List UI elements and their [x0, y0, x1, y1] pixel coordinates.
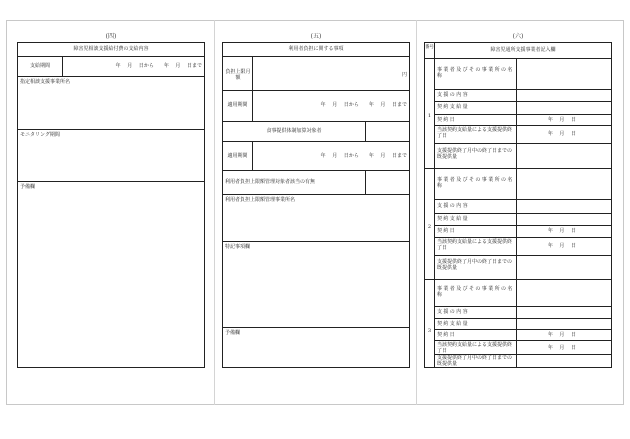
panel4-period-label: 支給期間	[29, 63, 50, 69]
entry2-number: 2	[427, 224, 432, 230]
panel5-apply-value[interactable]: 年 月 日から 年 月 日まで	[320, 102, 407, 108]
panel6-label: (六)	[512, 33, 524, 40]
entry1-contract-date-label: 契約日	[437, 117, 457, 123]
panel5-apply2-value[interactable]: 年 月 日から 年 月 日まで	[320, 153, 407, 159]
fold-line-right	[416, 20, 417, 405]
panel5-notes-label: 特記事項欄	[225, 244, 251, 250]
panel5-table	[222, 42, 410, 368]
panel5-meal-label: 食事提供体制加算対象者	[266, 128, 322, 134]
entry2-used-label: 支援提供終了月中の終了日までの既提供量	[437, 259, 513, 271]
entry2-end-value[interactable]: 年 月 日	[547, 243, 576, 249]
panel5-apply2-label: 適用期間	[227, 153, 248, 159]
panel4-table	[17, 42, 205, 368]
entry2-content-label: 支援の内容	[437, 203, 470, 209]
panel5-cap-label: 負担上限月額	[225, 69, 251, 81]
entry3-contract-date-value[interactable]: 年 月 日	[547, 332, 576, 338]
entry1-contract-date-value[interactable]: 年 月 日	[547, 117, 576, 123]
panel5-reserve-label: 予備欄	[225, 330, 241, 336]
panel5-cap-unit[interactable]: 円	[401, 72, 407, 78]
entry2-business-label: 事業者及びその事業所の名称	[437, 177, 514, 189]
panel4-title: 障害児相談支援給付費の支給内容	[73, 46, 149, 52]
panel5-label: (五)	[310, 33, 322, 40]
entry1-end-label: 当該契約支給量による支援提供終了日	[437, 127, 513, 139]
entry1-business-label: 事業者及びその事業所の名称	[437, 67, 514, 79]
panel6-title: 障害児通所支援事業者記入欄	[490, 47, 556, 53]
entry2-contract-date-label: 契約日	[437, 228, 457, 234]
entry1-content-label: 支援の内容	[437, 92, 470, 98]
panel5-mgmt-label: 利用者負担上限額管理対象者該当の有無	[225, 179, 316, 185]
entry3-contract-date-label: 契約日	[437, 332, 457, 338]
entry2-contract-date-value[interactable]: 年 月 日	[547, 228, 576, 234]
panel4-period-value[interactable]: 年 月 日から 年 月 日まで	[115, 63, 202, 69]
panel4-label: (四)	[105, 33, 117, 40]
entry1-used-label: 支援提供終了月中の終了日までの既提供量	[437, 148, 513, 160]
panel5-apply-label: 適用期間	[227, 102, 248, 108]
fold-line-left	[214, 20, 215, 405]
entry1-number: 1	[427, 113, 432, 119]
entry1-end-value[interactable]: 年 月 日	[547, 131, 576, 137]
panel6-table	[424, 42, 612, 368]
panel5-mgmt-office-label: 利用者負担上限額管理事業所名	[225, 197, 296, 203]
entry3-amount-label: 契約支給量	[437, 321, 470, 327]
entry3-content-label: 支援の内容	[437, 309, 470, 315]
entry3-end-value[interactable]: 年 月 日	[547, 345, 576, 351]
entry3-number: 3	[427, 328, 432, 334]
panel6-no-header: 番号	[425, 45, 434, 50]
panel4-monitoring-label: モニタリング期間	[20, 132, 60, 138]
entry3-used-label: 支援提供終了月中の終了日までの既提供量	[437, 355, 513, 367]
entry1-amount-label: 契約支給量	[437, 104, 470, 110]
panel4-reserve-label: 予備欄	[20, 184, 36, 190]
entry3-business-label: 事業者及びその事業所の名称	[437, 286, 514, 298]
panel4-provider-label: 指定相談支援事業所名	[20, 79, 71, 85]
entry3-end-label: 当該契約支給量による支援提供終了日	[437, 342, 513, 354]
entry2-end-label: 当該契約支給量による支援提供終了日	[437, 239, 513, 251]
entry2-amount-label: 契約支給量	[437, 216, 470, 222]
panel5-title: 利用者負担に関する事項	[288, 46, 344, 52]
